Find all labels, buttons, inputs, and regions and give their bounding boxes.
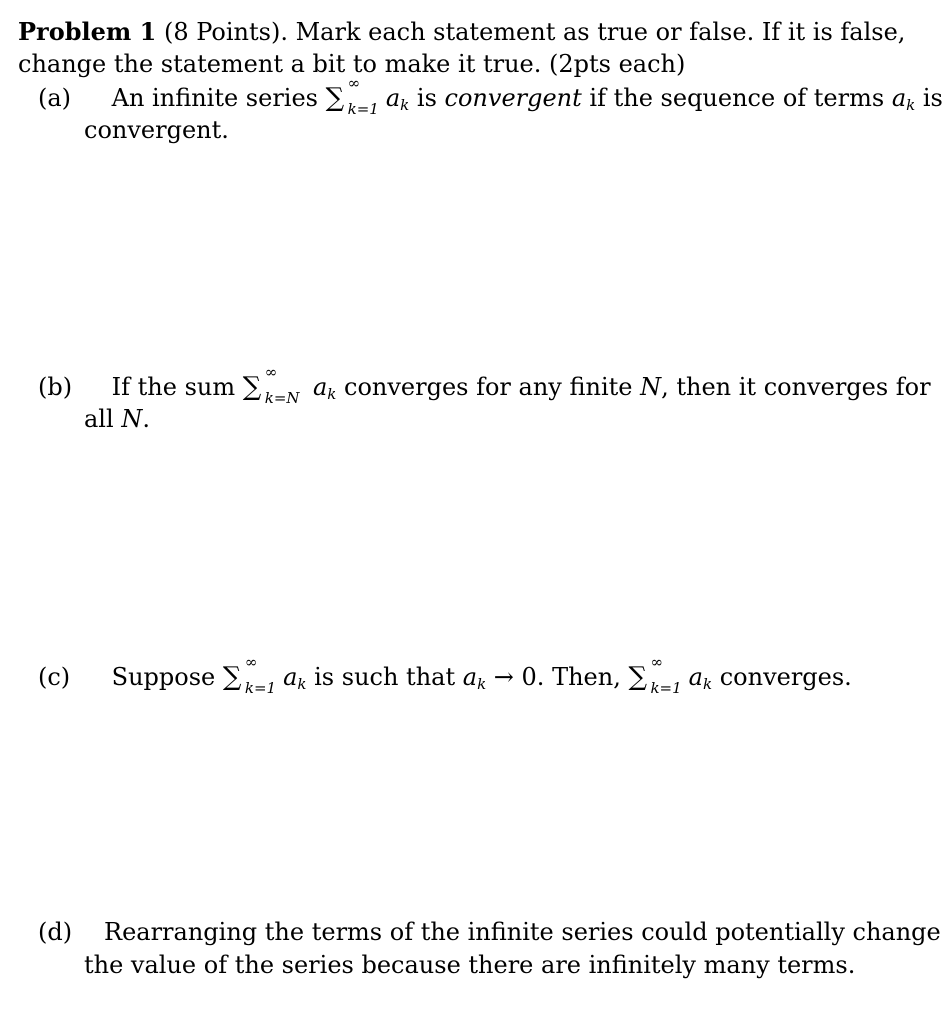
term-variable: a <box>891 84 907 112</box>
sum-symbol: ∑ ∞ k=N <box>242 363 300 407</box>
item-c <box>38 653 852 697</box>
problem-header <box>18 17 906 46</box>
term-variable: a <box>312 373 328 401</box>
sum-lower-limit: k=1 <box>347 100 379 118</box>
sum-upper-limit: ∞ <box>347 74 361 92</box>
item-b-text: , then it converges for <box>661 373 931 401</box>
term-subscript: k <box>327 385 337 403</box>
term-subscript: k <box>297 675 307 693</box>
item-c-label: (c) <box>38 663 71 691</box>
variable-n: N <box>121 405 143 433</box>
sum-upper-limit: ∞ <box>244 653 258 671</box>
term-variable: a <box>283 663 298 691</box>
term-subscript: k <box>906 96 916 114</box>
sum-lower-limit: k=N <box>264 389 300 407</box>
item-a-text: is <box>416 84 437 112</box>
sum-upper-limit: ∞ <box>264 363 278 381</box>
problem-points: (8 Points). <box>163 18 288 46</box>
item-d-text: Rearranging the terms of the infinite series could potentially change <box>104 918 941 946</box>
item-b-label: (b) <box>38 373 73 401</box>
item-a <box>38 74 943 118</box>
item-b-line2 <box>84 407 150 431</box>
item-c-text: converges. <box>719 663 852 691</box>
item-d-line2: the value of the series because there are infinitely many terms. <box>84 951 856 979</box>
problem-instructions-line2: change the statement a bit to make it true. (2pts each) <box>18 50 686 78</box>
problem-heading: Problem 1 <box>18 17 157 46</box>
item-d-label: (d) <box>38 918 73 946</box>
variable-n: N <box>640 373 662 401</box>
item-a-label: (a) <box>38 84 72 112</box>
sum-symbol: ∑ ∞ k=1 <box>325 74 379 118</box>
sum-lower-limit: k=1 <box>244 679 277 697</box>
term-subscript: k <box>400 96 410 114</box>
item-a-text: An infinite series <box>111 84 318 112</box>
item-c-text: is such that <box>314 663 456 691</box>
sum-upper-limit: ∞ <box>650 653 663 671</box>
item-d <box>38 920 941 944</box>
item-b-text: If the sum <box>111 373 236 401</box>
term-variable: a <box>462 663 478 691</box>
item-a-emphasis: convergent <box>444 84 582 112</box>
term-variable: a <box>385 84 401 112</box>
sum-symbol: ∑ ∞ k=1 <box>628 653 682 697</box>
item-a-text: is <box>922 84 943 112</box>
item-b-text: all <box>84 405 114 433</box>
term-subscript: k <box>702 675 713 693</box>
term-variable: a <box>688 663 703 691</box>
item-a-line2: convergent. <box>84 116 229 144</box>
item-c-text: → 0. Then, <box>493 663 621 691</box>
item-a-text: if the sequence of terms <box>589 84 885 112</box>
problem-instructions: Mark each statement as true or false. If it is false, <box>295 18 906 46</box>
item-b <box>38 363 931 407</box>
sum-symbol: ∑ ∞ k=1 <box>222 653 277 697</box>
sum-lower-limit: k=1 <box>650 679 682 697</box>
term-subscript: k <box>477 675 487 693</box>
item-c-text: Suppose <box>111 663 216 691</box>
item-b-text: . <box>142 405 150 433</box>
item-b-text: converges for any finite <box>344 373 633 401</box>
